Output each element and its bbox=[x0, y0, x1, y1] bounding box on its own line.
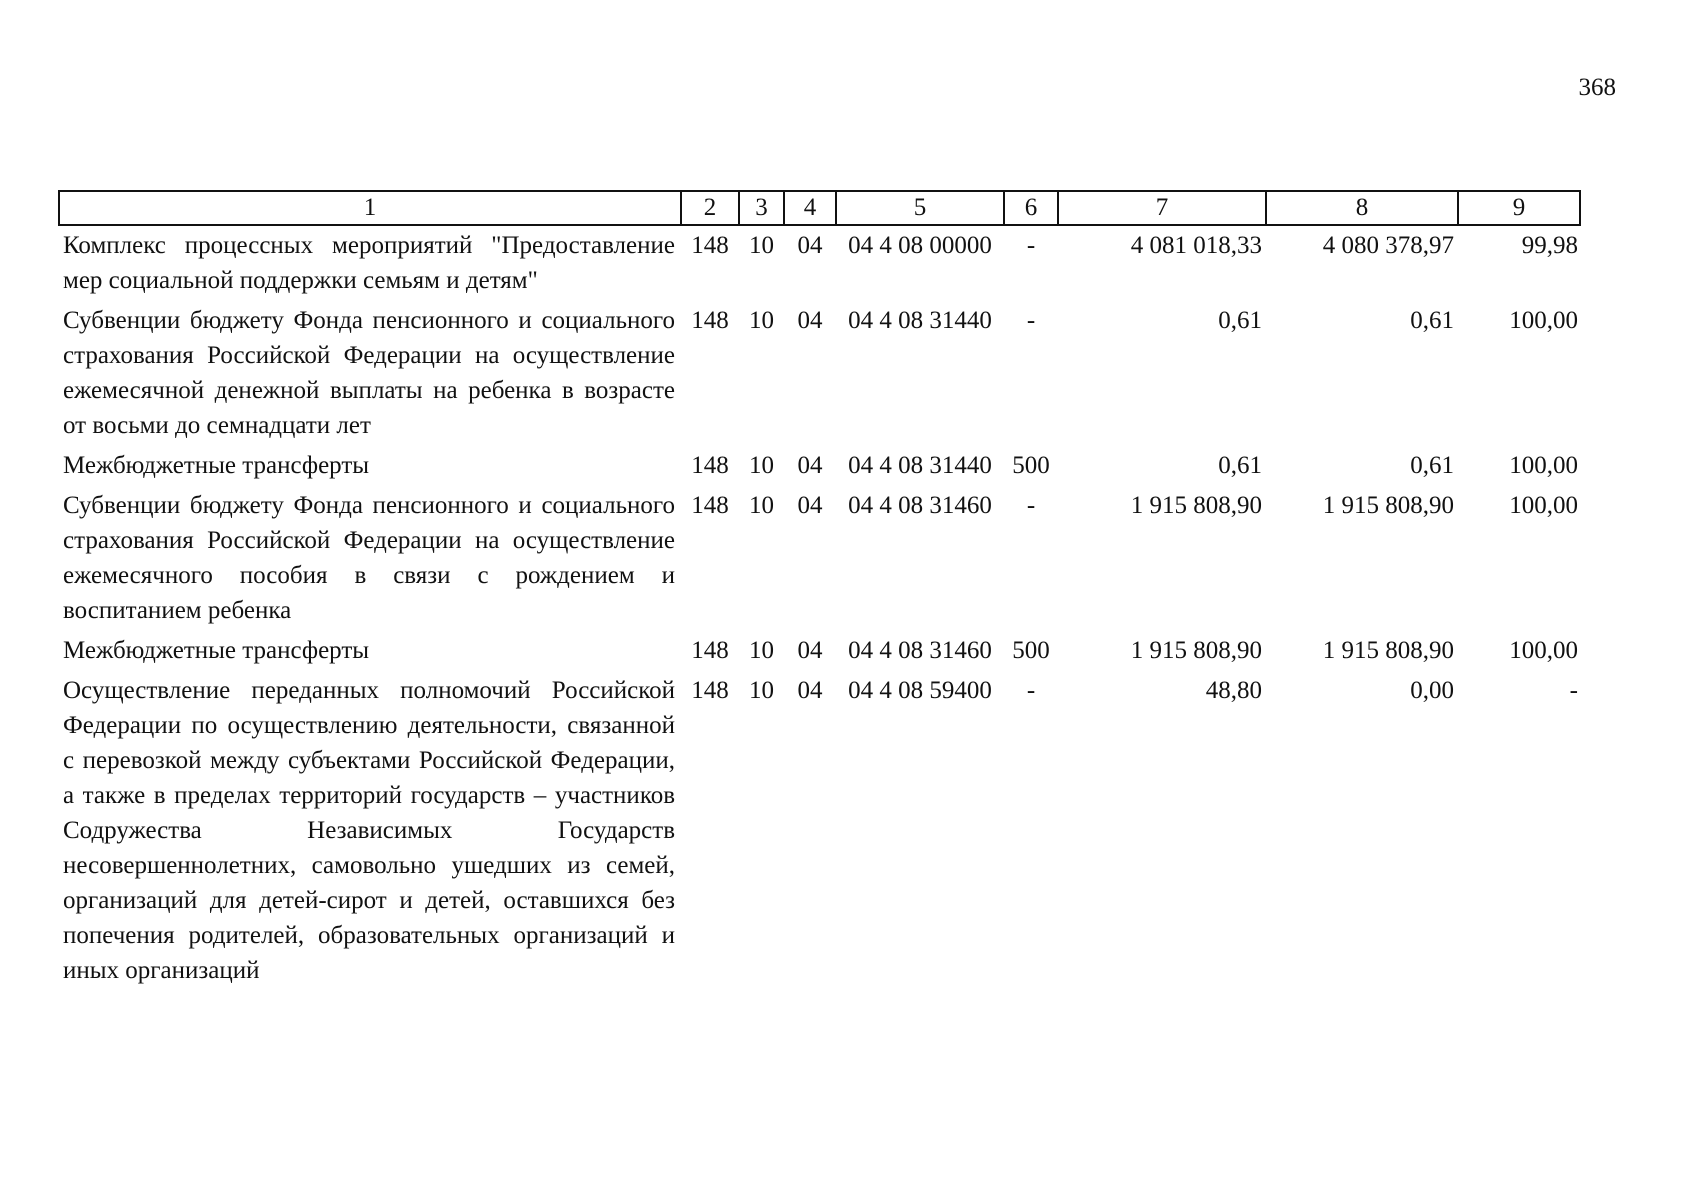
row-col-9: 100,00 bbox=[1509, 637, 1578, 664]
row-name-text: Осуществление переданных полномочий Российской Федерации по осуществлению деятельности, связанной с перевозкой между субъектами Российской Федерации, а также в пределах территорий государств – участников Содружества Независимых Государств несовершеннолетних, самовольно ушедших из семей, организаций для детей-сирот и детей, оставшихся без попечения родителей, образовательных организаций и иных организаций bbox=[63, 677, 675, 984]
row-col-8: 1 915 808,90 bbox=[1322, 492, 1454, 519]
row-col-9: 100,00 bbox=[1509, 452, 1578, 479]
row-col-9: 99,98 bbox=[1521, 232, 1578, 259]
page-number: 368 bbox=[1578, 74, 1616, 101]
row-col-3: 10 bbox=[749, 677, 774, 704]
header-col-3: 3 bbox=[739, 191, 784, 225]
row-col-2: 148 bbox=[691, 232, 729, 259]
row-col-6: - bbox=[1026, 677, 1036, 704]
table-row bbox=[59, 631, 1580, 671]
row-col-6: - bbox=[1026, 492, 1036, 519]
row-name-text: Межбюджетные трансферты bbox=[63, 637, 370, 664]
row-col-3: 10 bbox=[749, 492, 774, 519]
row-col-6: - bbox=[1026, 232, 1036, 259]
row-col-7: 0,61 bbox=[1218, 307, 1262, 334]
row-name bbox=[59, 446, 681, 486]
row-col-6: - bbox=[1026, 307, 1036, 334]
header-col-5: 5 bbox=[836, 191, 1004, 225]
header-col-6: 6 bbox=[1004, 191, 1058, 225]
row-col-8: 0,00 bbox=[1410, 677, 1454, 704]
row-col-4: 04 bbox=[797, 452, 823, 479]
row-col-2: 148 bbox=[691, 307, 729, 334]
row-col-2: 148 bbox=[691, 637, 729, 664]
header-col-1: 1 bbox=[59, 191, 681, 225]
table-body bbox=[59, 225, 1580, 991]
header-col-8: 8 bbox=[1266, 191, 1458, 225]
row-col-9: 100,00 bbox=[1509, 492, 1578, 519]
row-name-text: Комплекс процессных мероприятий "Предоставление мер социальной поддержки семьям и детям" bbox=[63, 232, 675, 294]
row-col-6: 500 bbox=[1012, 452, 1050, 479]
row-col-9: 100,00 bbox=[1509, 307, 1578, 334]
row-col-8: 1 915 808,90 bbox=[1322, 637, 1454, 664]
table-row bbox=[59, 486, 1580, 631]
row-col-5: 04 4 08 31460 bbox=[848, 637, 992, 664]
row-name bbox=[59, 486, 681, 631]
row-col-3: 10 bbox=[749, 637, 774, 664]
row-col-7: 1 915 808,90 bbox=[1130, 492, 1262, 519]
row-name-text: Субвенции бюджету Фонда пенсионного и социального страхования Российской Федерации на осуществление ежемесячной денежной выплаты на ребенка в возрасте от восьми до семнадцати лет bbox=[63, 307, 675, 439]
row-col-8: 4 080 378,97 bbox=[1322, 232, 1454, 259]
row-col-5: 04 4 08 31440 bbox=[848, 452, 992, 479]
row-col-4: 04 bbox=[797, 637, 823, 664]
row-col-2: 148 bbox=[691, 677, 729, 704]
header-col-2: 2 bbox=[681, 191, 739, 225]
row-col-7: 48,80 bbox=[1205, 677, 1262, 704]
row-name bbox=[59, 671, 681, 991]
row-col-8: 0,61 bbox=[1410, 307, 1454, 334]
row-name-text: Субвенции бюджету Фонда пенсионного и социального страхования Российской Федерации на осуществление ежемесячного пособия в связи с рождением и воспитанием ребенка bbox=[63, 492, 675, 624]
row-col-3: 10 bbox=[749, 307, 774, 334]
row-col-5: 04 4 08 31440 bbox=[848, 307, 992, 334]
row-col-7: 4 081 018,33 bbox=[1130, 232, 1262, 259]
row-col-5: 04 4 08 31460 bbox=[848, 492, 992, 519]
row-col-2: 148 bbox=[691, 452, 729, 479]
row-col-3: 10 bbox=[749, 232, 774, 259]
row-name bbox=[59, 631, 681, 671]
header-col-9: 9 bbox=[1458, 191, 1580, 225]
row-col-6: 500 bbox=[1012, 637, 1050, 664]
row-col-7: 0,61 bbox=[1218, 452, 1262, 479]
row-col-4: 04 bbox=[797, 492, 823, 519]
row-col-5: 04 4 08 00000 bbox=[848, 232, 992, 259]
row-col-4: 04 bbox=[797, 677, 823, 704]
row-col-4: 04 bbox=[797, 232, 823, 259]
header-row bbox=[59, 191, 1580, 225]
header-col-7: 7 bbox=[1058, 191, 1266, 225]
table-row bbox=[59, 446, 1580, 486]
row-col-3: 10 bbox=[749, 452, 774, 479]
row-name-text: Межбюджетные трансферты bbox=[63, 452, 370, 479]
table-row bbox=[59, 301, 1580, 446]
table-header bbox=[59, 191, 1580, 225]
row-col-2: 148 bbox=[691, 492, 729, 519]
table-row bbox=[59, 225, 1580, 301]
row-name bbox=[59, 225, 681, 301]
row-col-9: - bbox=[1569, 677, 1578, 704]
row-name bbox=[59, 301, 681, 446]
budget-table bbox=[58, 190, 1581, 991]
row-col-4: 04 bbox=[797, 307, 823, 334]
row-col-7: 1 915 808,90 bbox=[1130, 637, 1262, 664]
row-col-5: 04 4 08 59400 bbox=[848, 677, 992, 704]
row-col-8: 0,61 bbox=[1410, 452, 1454, 479]
header-col-4: 4 bbox=[784, 191, 836, 225]
table-row bbox=[59, 671, 1580, 991]
